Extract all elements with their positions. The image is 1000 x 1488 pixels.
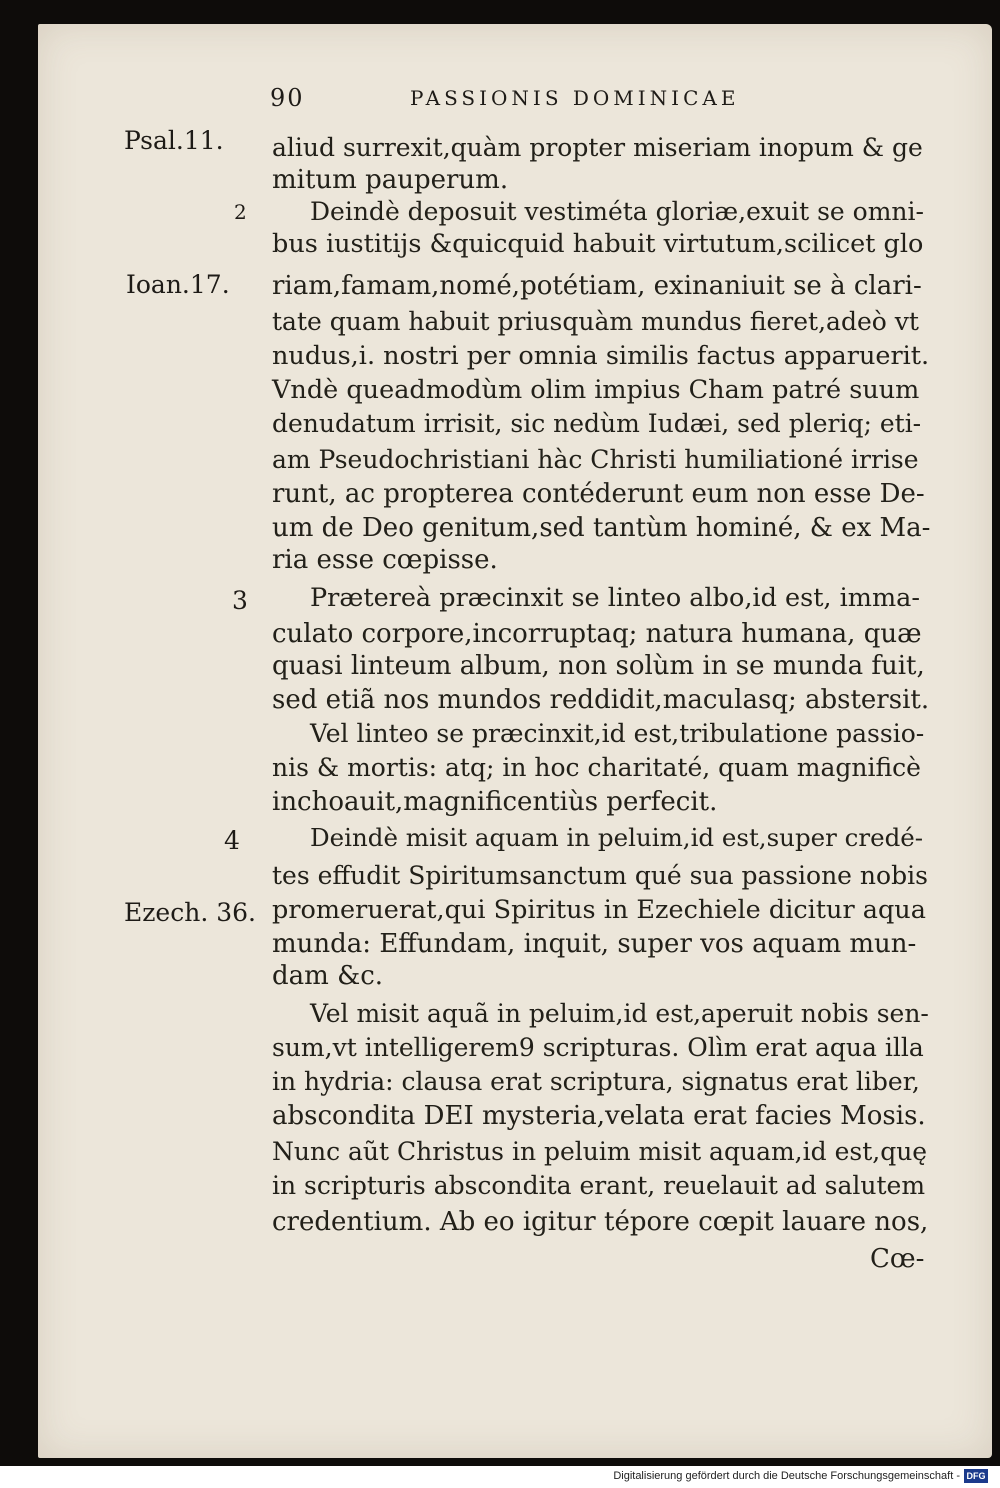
text-line: Vel linteo se præcinxit,id est,tribulatione passio- xyxy=(310,719,925,748)
text-line: in scripturis abscondita erant, reuelauit ad salutem xyxy=(272,1171,926,1200)
text-line: Vel misit aquã in peluim,id est,aperuit nobis sen- xyxy=(310,999,929,1028)
text-line: Nunc aũt Christus in peluim misit aquam,id est,quę xyxy=(272,1137,928,1166)
text-line: ria esse cœpisse. xyxy=(272,545,498,575)
text-line: Deindè misit aquam in peluim,id est,super credé- xyxy=(310,823,924,852)
text-line: quasi linteum album, non solùm in se munda fuit, xyxy=(272,651,925,681)
text-line: abscondita DEI mysteria,velata erat facies Mosis. xyxy=(272,1101,926,1131)
catchword: Cœ- xyxy=(870,1244,925,1274)
text-line: Vndè queadmodùm olim impius Cham patré suum xyxy=(272,375,920,405)
text-line: tes effudit Spiritumsanctum qué sua passione nobis xyxy=(272,861,928,890)
text-line: bus iustitijs &quicquid habuit virtutum,scilicet glo xyxy=(272,229,924,259)
text-line: denudatum irrisit, sic nedùm Iudæi, sed pleriq; eti- xyxy=(272,409,922,438)
text-line: aliud surrexit,quàm propter miseriam inopum & ge xyxy=(272,133,923,162)
text-line: runt, ac propterea contéderunt eum non esse De- xyxy=(272,479,925,509)
text-line: mitum pauperum. xyxy=(272,165,509,195)
dfg-logo-icon: DFG xyxy=(964,1469,988,1483)
footer-bar xyxy=(0,1466,1000,1488)
margin-note-section-3: 3 xyxy=(232,586,248,615)
text-line: riam,famam,nomé,potétiam, exinaniuit se à clari- xyxy=(272,271,922,301)
text-line: Prætereà præcinxit se linteo albo,id est, imma- xyxy=(310,583,920,613)
margin-note-section-4: 4 xyxy=(224,826,240,855)
text-line: dam &c. xyxy=(272,961,384,991)
text-line: um de Deo genitum,sed tantùm hominé, & ex Ma- xyxy=(272,513,931,543)
footer-credit: Digitalisierung gefördert durch die Deutsche Forschungsgemeinschaft - xyxy=(613,1470,960,1482)
running-title: PASSIONIS DOMINICAE xyxy=(410,86,740,110)
margin-note-section-2: 2 xyxy=(234,200,247,224)
text-line: credentium. Ab eo igitur tépore cœpit lauare nos, xyxy=(272,1207,929,1237)
text-line: promeruerat,qui Spiritus in Ezechiele dicitur aqua xyxy=(272,895,926,925)
text-line: nis & mortis: atq; in hoc charitaté, quam magnificè xyxy=(272,753,921,782)
text-line: am Pseudochristiani hàc Christi humiliationé irrise xyxy=(272,445,919,474)
text-line: sed etiã nos mundos reddidit,maculasq; abstersit. xyxy=(272,685,930,715)
margin-note-psalm: Psal.11. xyxy=(124,126,224,155)
text-line: munda: Effundam, inquit, super vos aquam mun- xyxy=(272,929,917,959)
text-line: in hydria: clausa erat scriptura, signatus erat liber, xyxy=(272,1067,920,1096)
text-line: inchoauit,magnificentiùs perfecit. xyxy=(272,787,718,817)
text-line: nudus,i. nostri per omnia similis factus apparuerit. xyxy=(272,341,930,371)
text-line: culato corpore,incorruptaq; natura humana, quæ xyxy=(272,619,922,649)
text-line: tate quam habuit priusquàm mundus fieret,adeò vt xyxy=(272,307,919,336)
page-number: 90 xyxy=(270,84,305,112)
text-line: sum,vt intelligerem9 scripturas. Olìm erat aqua illa xyxy=(272,1033,924,1062)
page-header xyxy=(270,84,830,118)
margin-note-ezekiel: Ezech. 36. xyxy=(124,898,256,927)
margin-note-john: Ioan.17. xyxy=(126,270,230,299)
text-line: Deindè deposuit vestiméta gloriæ,exuit se omni- xyxy=(310,197,924,226)
